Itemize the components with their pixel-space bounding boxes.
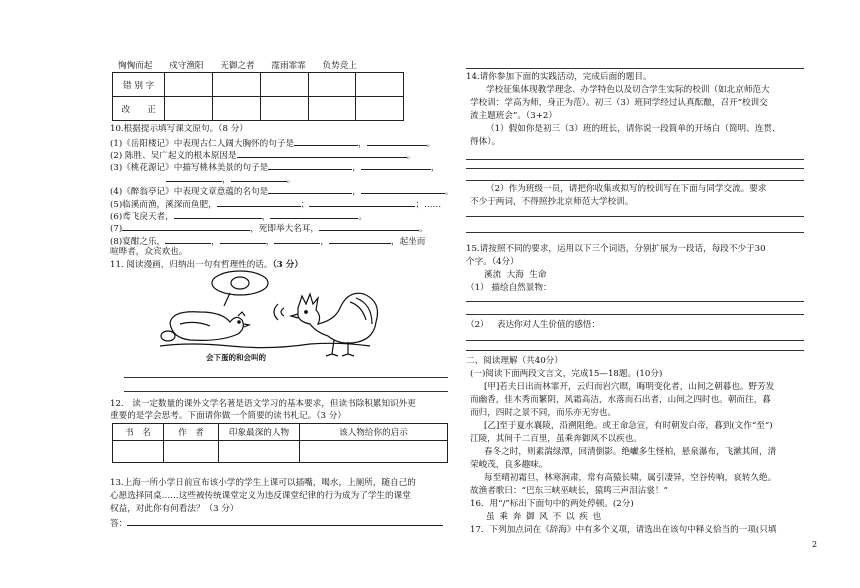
passage-yi-3: 春冬之时，则素湍绿潭，回清倒影。绝巘多生怪柏，悬泉瀑布，飞漱其间，清 [484,447,777,457]
answer-blank[interactable] [361,184,445,194]
answer-line[interactable] [466,340,804,341]
q14-para-2: 学校训：学高为师，身正为范）。初三（3）班同学经过认真酝酿，召开“校训交 [470,98,768,108]
q10-line-8: (8)宴酣之乐， ， ， ， ，起坐而 [110,234,425,248]
inspiration-cell[interactable] [300,441,448,463]
idiom-2: 戍守渔阳 [169,61,204,71]
answer-line[interactable] [466,180,804,181]
answer-blank[interactable] [294,136,358,146]
header-inspiration: 该人物给你的启示 [300,424,448,441]
answer-blank[interactable] [174,209,262,219]
author-cell[interactable] [164,441,219,463]
q10-line-1: (1)《岳阳楼记》中表现古仁人阔大胸怀的句子是 ， 。 [110,136,435,150]
correct-cell-5[interactable] [356,97,404,121]
q14-title: 14.请你参加下面的实践活动，完成后面的题目。 [466,72,652,82]
q10-line-6: (6)鸢飞戾天者， ， 。 [110,209,367,223]
q14-sub2-b: 不少于两词，不得照抄北京师范大学校训。 [470,197,634,207]
passage-yi-5: 每至晴初霜旦，林寒涧肃，常有高猿长啸，属引凄异，空谷传响，哀转久绝。 [484,473,777,483]
answer-blank[interactable] [220,234,266,244]
correct-cell-2[interactable] [213,97,261,121]
answer-blank[interactable] [274,234,320,244]
answer-blank[interactable] [268,160,352,170]
q13-text-3: 权益，对此你有何看法？（3 分） [110,504,239,514]
answer-blank[interactable] [268,184,352,194]
answer-blank[interactable] [217,197,301,207]
q12-text-2: 重要的是学会思考。下面请你做一个简要的读书札记。（3 分） [110,411,346,421]
q10-line-4: (4)《醉翁亭记》中表现文章意蕴的名句是 ， 。 [110,184,454,198]
q17-title: 17．下列加点词在《辞海》中有多个义项，请选出在该句中释义恰当的一项(只填 [470,525,777,535]
idiom-row [118,60,357,72]
answer-line[interactable] [124,377,448,378]
error-cell-1[interactable] [165,73,213,97]
book-title-cell[interactable] [113,441,164,463]
q14-para-1: 学校征集体现教学理念、办学特色以及切合学生实际的校训（如北京师范大 [486,85,770,95]
error-cell-5[interactable] [356,73,404,97]
q14-sub1-a: （1）假如你是初三（3）班的班长，请你说一段简单的开场白（简明、连贯、 [486,124,781,134]
answer-blank[interactable] [231,172,287,182]
q13-answer: 答： [110,516,443,530]
passage-jia-2: 而幽香，佳木秀而繁阴，风霜高洁，水落而石出者，山间之四时也。朝而往，暮 [470,395,771,405]
correct-cell-4[interactable] [308,97,356,121]
idiom-3: 无御之者 [220,61,255,71]
answer-line[interactable] [466,301,804,302]
comic-illustration [150,268,400,360]
idiom-5: 负势竞上 [322,61,357,71]
answer-blank[interactable] [165,234,211,244]
idiom-4: 霪雨霏霏 [271,61,306,71]
correct-cell-3[interactable] [260,97,308,121]
answer-line[interactable] [466,232,804,233]
egg-icon [161,331,175,341]
section-2-sub: (一)阅读下面两段文言文，完成15—18题。(10分) [470,369,663,379]
error-cell-3[interactable] [260,73,308,97]
q13-text-2: 心愿选择同桌……这些被传统课堂定义为违反课堂纪律的行为成为了学生的课堂 [110,491,411,501]
answer-line[interactable] [466,168,804,169]
answer-line[interactable] [124,391,448,392]
page-number: 2 [812,540,818,549]
hen-icon [170,312,243,341]
passage-jia-3: 而归，四时之景不同，而乐亦无穷也。 [470,408,617,418]
correct-label: 改 正 [113,97,165,121]
answer-blank[interactable] [319,221,419,231]
speech-bubble [212,271,268,295]
error-correction-table [112,72,404,121]
answer-line[interactable] [466,314,804,315]
q10-line-5: (5)临溪而渔，溪深而鱼肥， ； ；…… [110,197,441,211]
q16-sentence[interactable]: 虽 乘 奔 御 风 不 以 疾 也 [486,512,603,522]
answer-blank[interactable] [361,160,431,170]
q15-title-1: 15.请按照不同的要求，运用以下三个词语，分别扩展为一段话，每段不少于30 [466,244,766,254]
q16-title: 16．用“/”标出下面句中的两处停顿。(2分) [470,499,634,509]
answer-blank[interactable] [166,172,222,182]
answer-blank[interactable] [367,136,427,146]
q10-line-9: 喧哗者，众宾欢也。 [110,247,188,257]
comic-caption: 会下蛋的和会叫的 [206,353,266,362]
q10-line-3b: ， 。 [166,172,295,186]
answer-blank[interactable] [237,148,407,158]
passage-jia-1: [甲]若夫日出而林霏开，云归而岩穴暝，晦明变化者，山间之朝暮也。野芳发 [484,382,775,392]
passage-yi-2: 江陵，其间千二百里，虽乘奔御风不以疾也。 [470,434,642,444]
answer-line[interactable] [127,516,443,526]
q10-line-2: (2) 陈胜、吴广起义的根本原因是 。 [110,148,415,162]
answer-line[interactable] [466,216,804,217]
error-cell-2[interactable] [213,73,261,97]
answer-line[interactable] [466,159,804,160]
top-rule [466,68,804,69]
answer-blank[interactable] [309,197,415,207]
error-cell-4[interactable] [308,73,356,97]
header-book-title: 书 名 [113,424,164,441]
q15-words: 溪流 大海 生命 [484,270,547,280]
header-author: 作 者 [164,424,219,441]
character-cell[interactable] [219,441,300,463]
q11-title: 11. 阅读漫画，归纳出一句有哲理性的话。（3 分） [110,260,303,270]
answer-blank[interactable] [270,209,358,219]
section-2-title: 二、阅读理解（共40分） [466,356,563,366]
q15-sub-1: （1） 描绘自然景物： [466,283,552,293]
passage-yi-6: 故渔者歌曰：“巴东三峡巫峡长，猿鸣三声泪沾裳！” [470,486,668,496]
q14-sub1-b: 得体）。 [470,137,501,147]
answer-blank[interactable] [122,221,250,231]
header-character: 印象最深的人物 [219,424,300,441]
egg-icon [231,277,249,289]
correct-cell-1[interactable] [165,97,213,121]
q14-sub2-a: （2）作为班级一员，请把你收集或拟写的校训写在下面与同学交流。要求 [486,184,767,194]
passage-yi-1: [乙]至于夏水襄陵，沿溯阻绝。或王命急宣，有时朝发白帝，暮到(文作“至”) [484,421,773,431]
q15-title-2: 个字。（4分） [466,257,519,267]
q13-text-1: 13.上海一所小学日前宣布该小学的学生上课可以插嘴，喝水，上厕所，随自己的 [110,478,416,488]
reading-notes-table [112,423,448,463]
q14-para-3: 流主题班会”。（3+2） [470,111,557,121]
passage-yi-4: 荣峻茂，良多趣味。 [470,460,548,470]
q12-text-1: 12. 读一定数量的课外文学名著是语文学习的基本要求，但读书除积累知识外更 [110,399,416,409]
ground [160,343,370,347]
q10-line-7: (7) ，死即举大名耳， 。 [110,221,428,235]
idiom-1: 恟恟而起 [118,61,153,71]
q15-sub-2: （2） 表达你对人生价值的感悟： [466,320,600,330]
q10-title: 10.根据提示填写课文原句。（8 分） [110,124,248,134]
error-label: 错 别 字 [113,73,165,97]
q10-line-3: (3)《桃花源记》中描写桃林美景的句子是 ， ， [110,160,440,174]
answer-blank[interactable] [329,234,391,244]
answer-line[interactable] [466,350,804,351]
